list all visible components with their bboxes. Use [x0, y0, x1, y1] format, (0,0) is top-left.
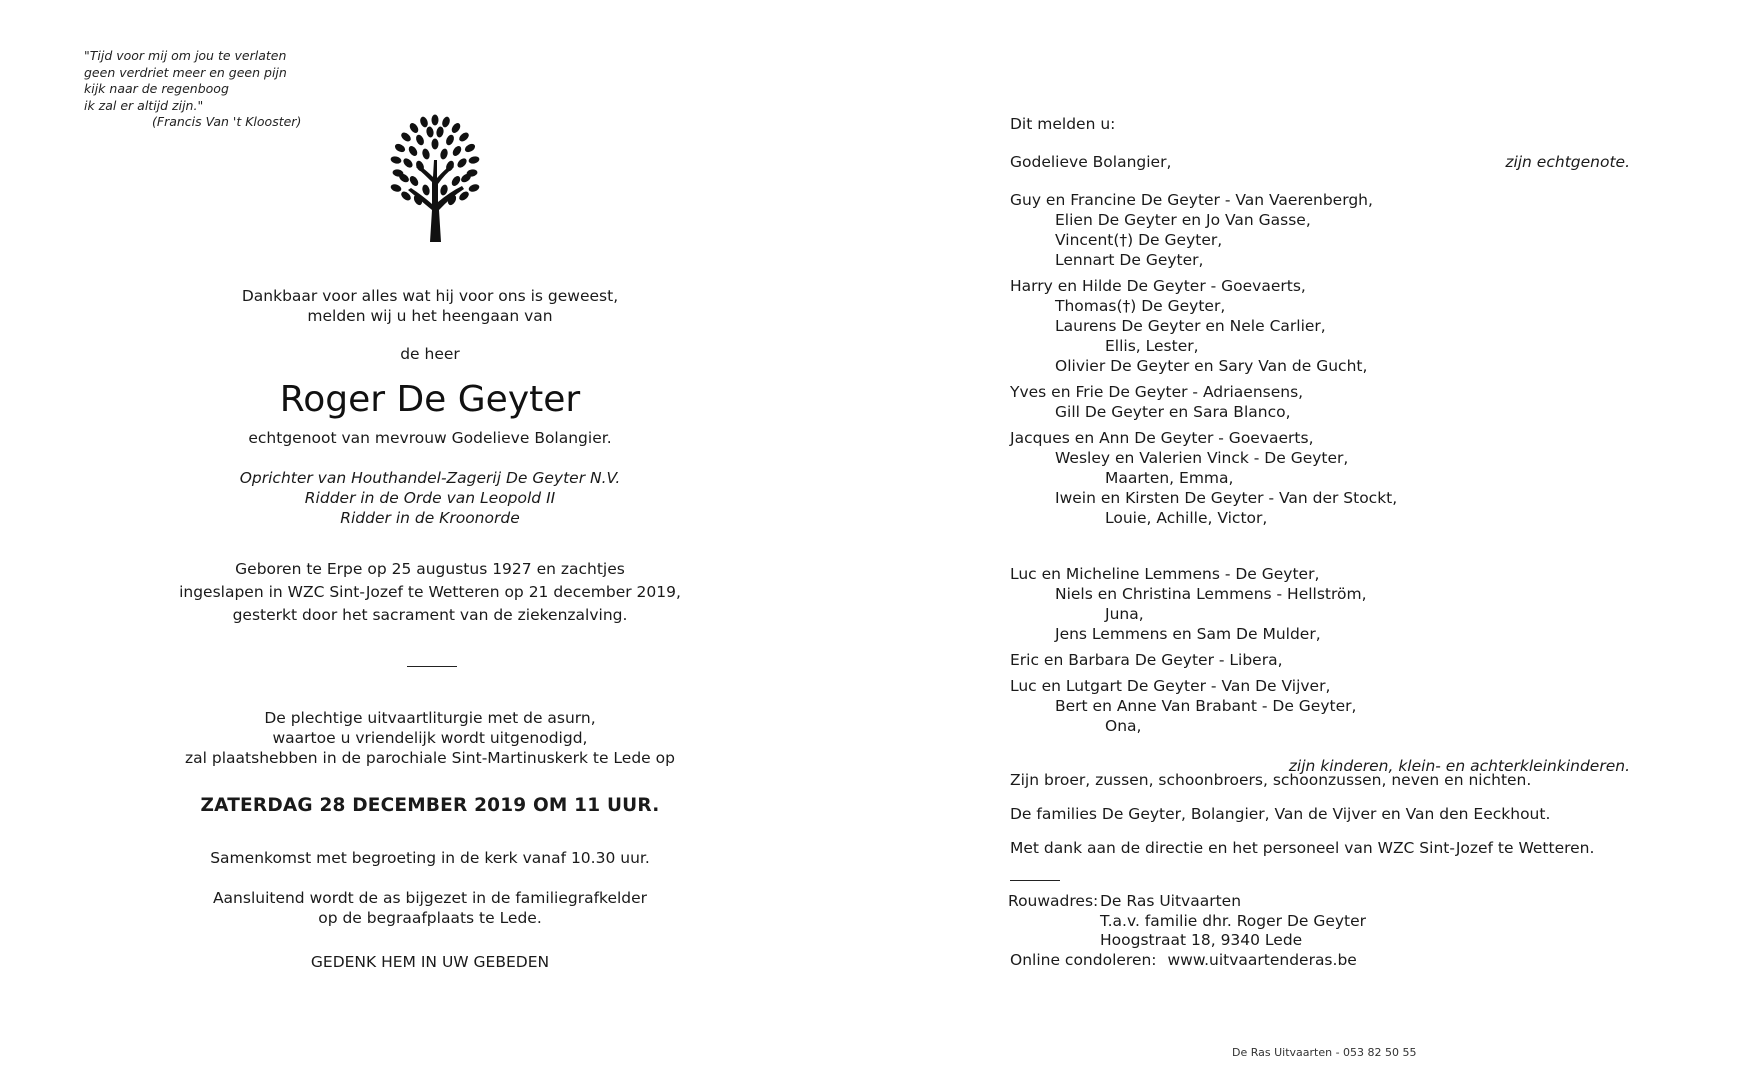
tree-icon [380, 112, 490, 242]
family-line: Wesley en Valerien Vinck - De Geyter, [1055, 449, 1349, 467]
family-line: Maarten, Emma, [1105, 469, 1234, 487]
quote-line: geen verdriet meer en geen pijn [84, 64, 287, 80]
online-label: Online condoleren: [1010, 951, 1157, 969]
family-line: Guy en Francine De Geyter - Van Vaerenbergh, [1010, 191, 1373, 209]
title-line: Oprichter van Houthandel-Zagerij De Geyter N.V. [239, 469, 621, 487]
online-row [1010, 950, 1630, 970]
family-line: Iwein en Kirsten De Geyter - Van der Stockt, [1055, 489, 1398, 507]
burial-line: Aansluitend wordt de as bijgezet in de familiegrafkelder [212, 889, 648, 907]
spouse-relation: zijn echtgenote. [1505, 153, 1630, 171]
funeral-date: ZATERDAG 28 DECEMBER 2019 OM 11 UUR. [200, 795, 660, 816]
address-line: De Ras Uitvaarten [1100, 892, 1242, 910]
family-group [1010, 428, 1630, 528]
birth-death-line: ingeslapen in WZC Sint-Jozef te Wetteren op 21 december 2019, [179, 583, 681, 601]
address-line: T.a.v. familie dhr. Roger De Geyter [1100, 911, 1367, 930]
birth-death-text [140, 558, 720, 627]
family-line: Laurens De Geyter en Nele Carlier, [1055, 317, 1326, 335]
address-label: Rouwadres: [1008, 892, 1099, 910]
intro-line: melden wij u het heengaan van [307, 307, 553, 325]
family-line: Ona, [1105, 717, 1142, 735]
funeral-text [140, 708, 720, 768]
burial-line: op de begraafplaats te Lede. [318, 909, 542, 927]
intro-line: Dankbaar voor alles wat hij voor ons is geweest, [241, 287, 619, 305]
family-line: Jens Lemmens en Sam De Mulder, [1055, 625, 1321, 643]
families-text: De families De Geyter, Bolangier, Van de Vijver en Van den Eeckhout. [1010, 805, 1551, 823]
announcement-heading: Dit melden u: [1010, 115, 1116, 133]
family-line: Eric en Barbara De Geyter - Libera, [1010, 651, 1283, 669]
divider [1010, 880, 1060, 881]
thanks-text: Met dank aan de directie en het personeel van WZC Sint-Jozef te Wetteren. [1010, 839, 1595, 857]
quote-line: "Tijd voor mij om jou te verlaten [84, 48, 287, 63]
family-group [1010, 190, 1630, 270]
spouse-row [1010, 152, 1630, 172]
birth-death-line: gesterkt door het sacrament van de ziekenzalving. [232, 606, 628, 624]
family-line: Louie, Achille, Victor, [1105, 509, 1268, 527]
family-line: Ellis, Lester, [1105, 337, 1199, 355]
quote-line: kijk naar de regenboog [84, 81, 229, 96]
deceased-name: Roger De Geyter [279, 379, 581, 420]
family-line: Lennart De Geyter, [1055, 251, 1204, 269]
family-group [1010, 276, 1630, 376]
family-line: Luc en Lutgart De Geyter - Van De Vijver, [1010, 677, 1331, 695]
family-line: Harry en Hilde De Geyter - Goevaerts, [1010, 277, 1306, 295]
family-line: Vincent(†) De Geyter, [1055, 231, 1223, 249]
closing-text: GEDENK HEM IN UW GEBEDEN [310, 953, 550, 971]
funeral-line: waartoe u vriendelijk wordt uitgenodigd, [272, 729, 588, 747]
honorific: de heer [400, 345, 460, 363]
online-url[interactable]: www.uitvaartenderas.be [1167, 951, 1357, 969]
quote-attribution: (Francis Van 't Klooster) [152, 114, 302, 129]
family-line: Bert en Anne Van Brabant - De Geyter, [1055, 697, 1357, 715]
quote-line: ik zal er altijd zijn." [84, 97, 204, 113]
address-line: Hoogstraat 18, 9340 Lede [1100, 931, 1303, 949]
family-line: Thomas(†) De Geyter, [1055, 297, 1226, 315]
intro-text [140, 286, 720, 326]
spouse-note: echtgenoot van mevrouw Godelieve Bolangier. [248, 429, 612, 447]
children-relation: zijn kinderen, klein- en achterkleinkinderen. [1288, 757, 1630, 775]
family-line: Niels en Christina Lemmens - Hellström, [1055, 585, 1367, 603]
gathering-text: Samenkomst met begroeting in de kerk vanaf 10.30 uur. [210, 849, 650, 867]
burial-text [140, 888, 720, 928]
title-line: Ridder in de Kroonorde [340, 509, 520, 527]
funeral-line: zal plaatshebben in de parochiale Sint-Martinuskerk te Lede op [185, 749, 675, 767]
family-group [1010, 382, 1630, 422]
birth-death-line: Geboren te Erpe op 25 augustus 1927 en zachtjes [235, 560, 625, 578]
funeral-line: De plechtige uitvaartliturgie met de asurn, [264, 709, 596, 727]
divider [407, 666, 457, 667]
footer-text: De Ras Uitvaarten - 053 82 50 55 [1232, 1046, 1417, 1059]
address-block [1008, 892, 1366, 951]
opening-quote [84, 48, 384, 131]
family-line: Yves en Frie De Geyter - Adriaensens, [1010, 383, 1304, 401]
family-group [1010, 676, 1630, 736]
family-line: Juna, [1105, 605, 1144, 623]
family-line: Jacques en Ann De Geyter - Goevaerts, [1010, 429, 1314, 447]
family-line: Elien De Geyter en Jo Van Gasse, [1055, 211, 1311, 229]
family-line: Olivier De Geyter en Sary Van de Gucht, [1055, 357, 1368, 375]
family-group [1010, 564, 1630, 644]
siblings-text: Zijn broer, zussen, schoonbroers, schoonzussen, neven en nichten. [1010, 771, 1532, 789]
title-line: Ridder in de Orde van Leopold II [304, 489, 556, 507]
family-line: Gill De Geyter en Sara Blanco, [1055, 403, 1291, 421]
family-line: Luc en Micheline Lemmens - De Geyter, [1010, 565, 1320, 583]
spouse-name: Godelieve Bolangier, [1010, 153, 1172, 171]
titles [140, 468, 720, 528]
